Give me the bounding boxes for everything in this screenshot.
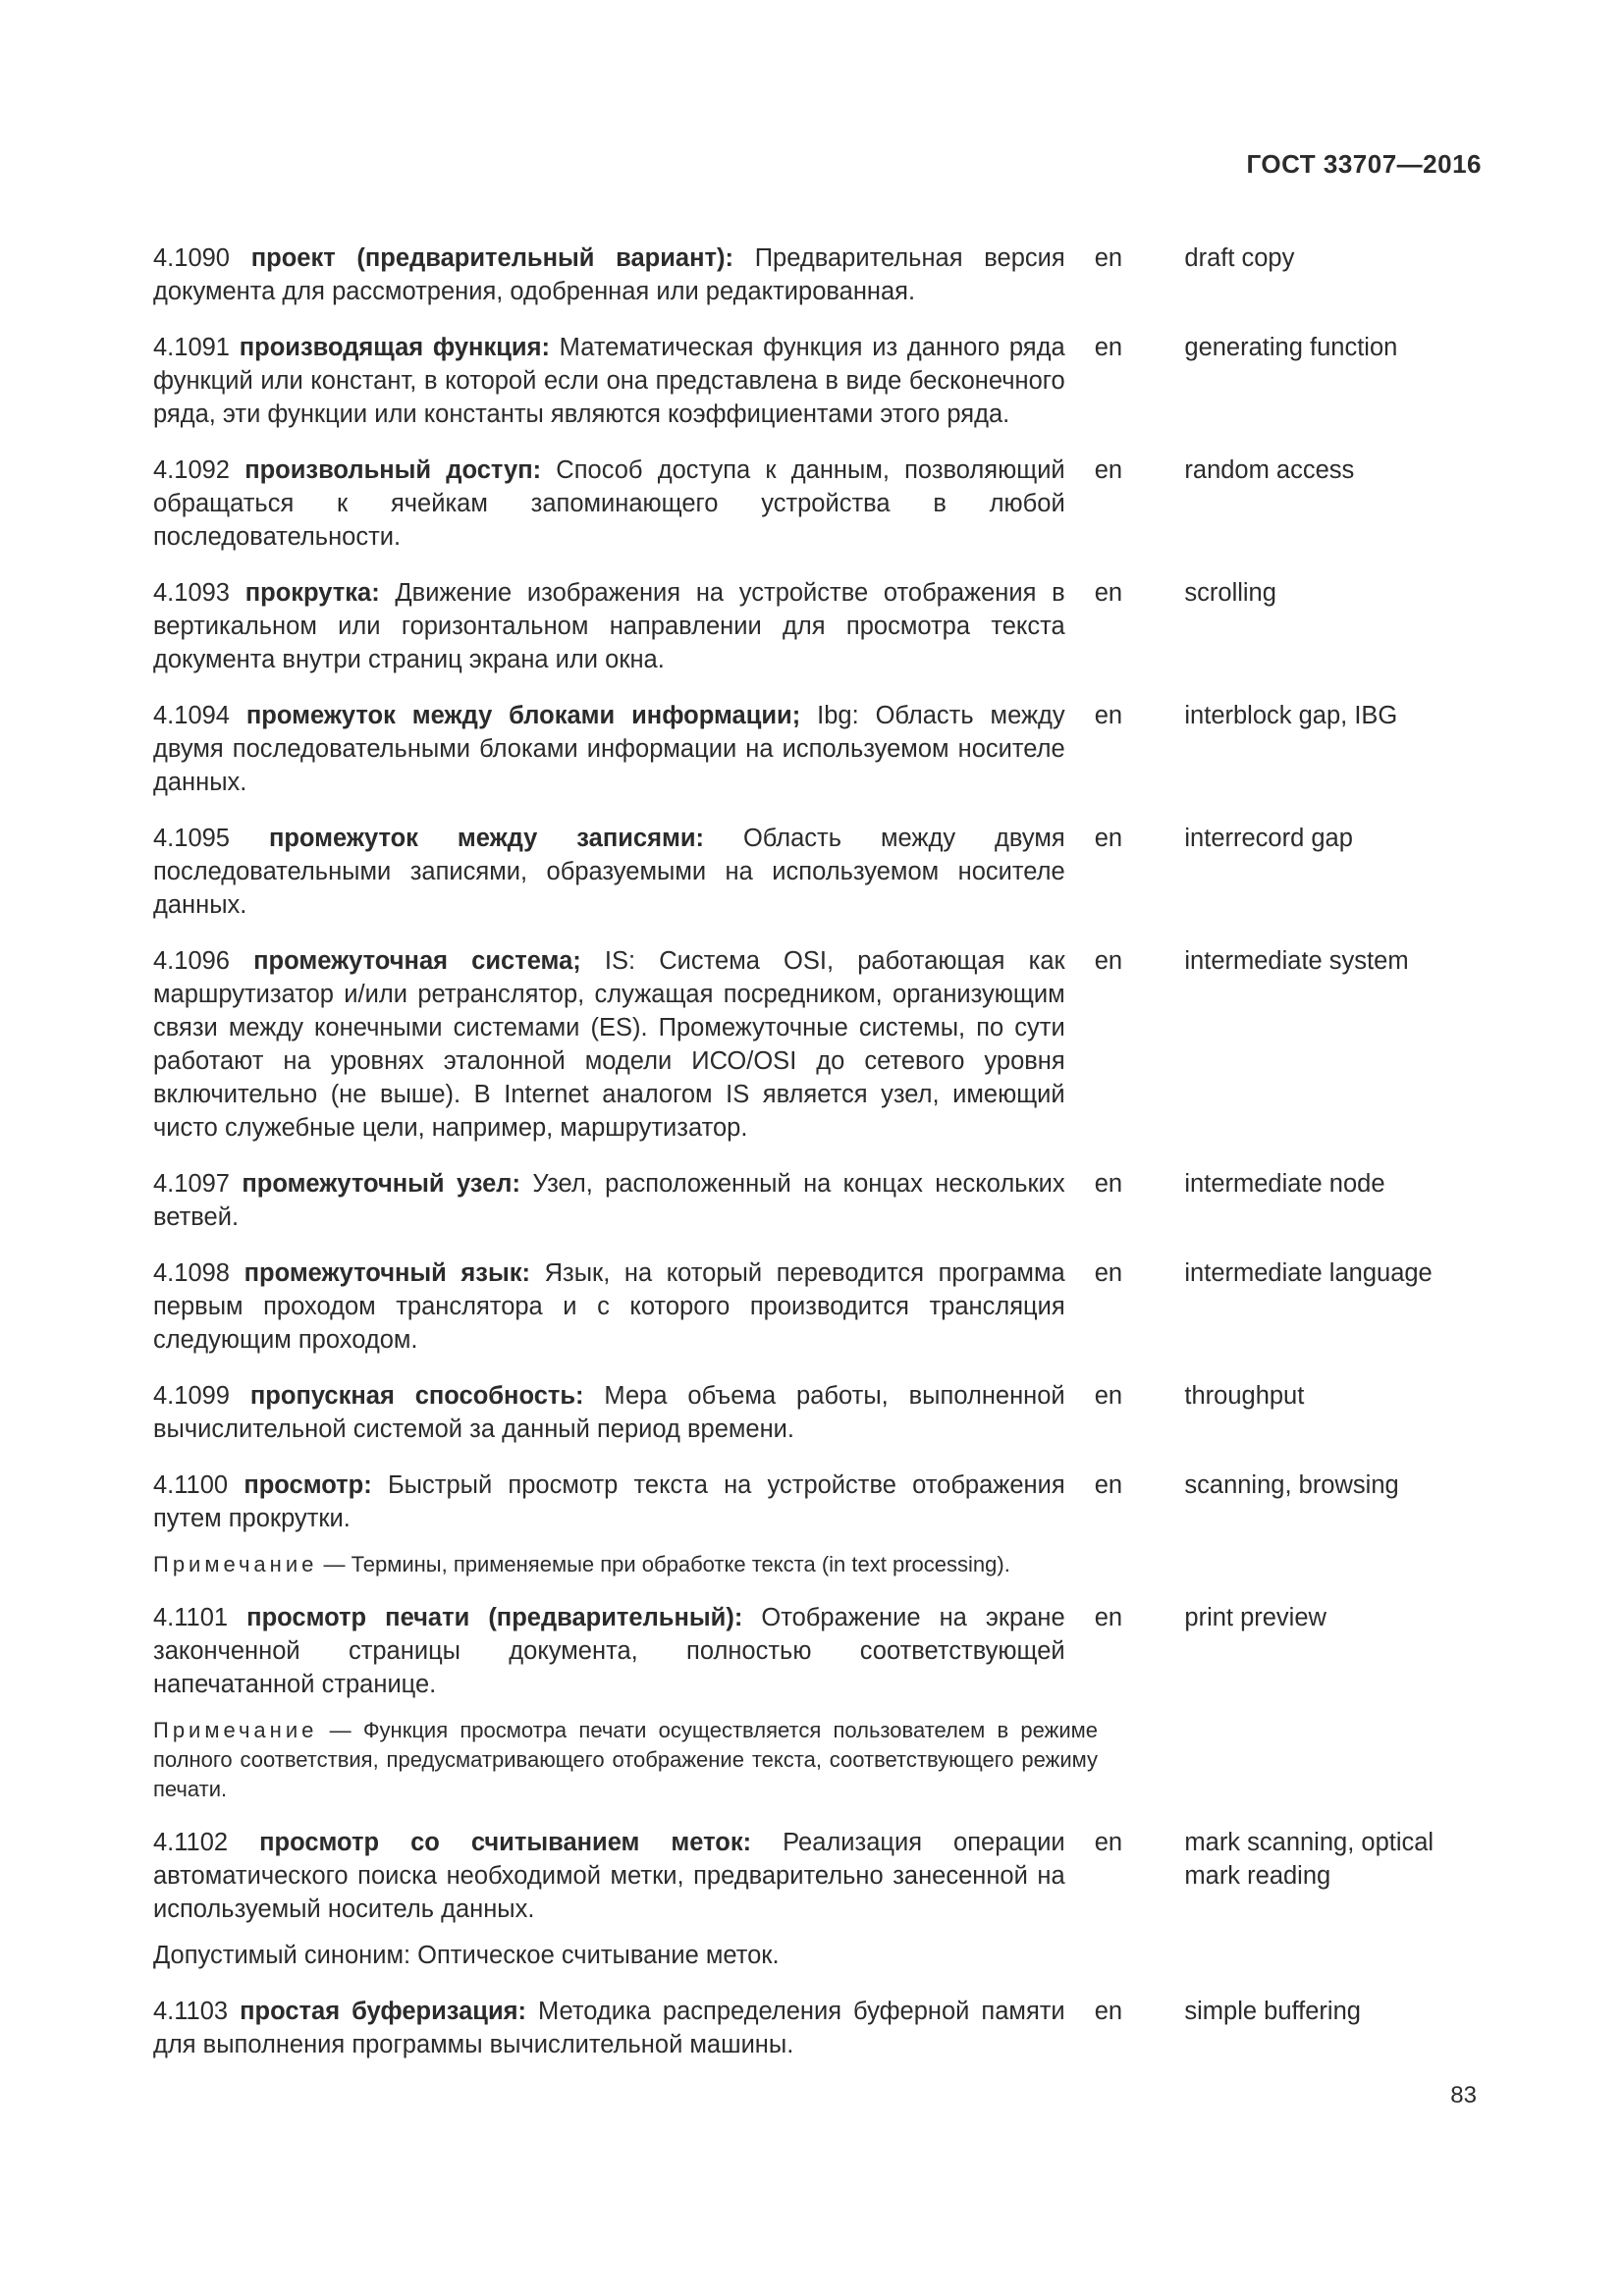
page-number: 83	[1450, 2082, 1477, 2109]
document-header: ГОСТ 33707—2016	[1246, 149, 1482, 179]
entry-term: прокрутка:	[244, 579, 380, 607]
entry-definition: Методика распределения буферной памяти для выполнения программы вычислительной машины.	[153, 1998, 1065, 2058]
entry-language: en	[1094, 825, 1123, 852]
glossary-entry	[153, 1256, 1469, 1357]
entry-definition-block	[153, 241, 1065, 308]
entry-definition-block	[153, 331, 1065, 431]
entry-definition-block	[153, 1995, 1065, 2061]
entry-note	[153, 1716, 1098, 1804]
note-label: Примечание	[153, 1552, 318, 1576]
entry-number: 4.1101	[153, 1604, 229, 1631]
glossary-entry	[153, 1167, 1469, 1234]
glossary-entry	[153, 241, 1469, 308]
entry-language: en	[1094, 1998, 1123, 2025]
entry-definition: Область между двумя последовательными записями, образуемыми на используемом носителе данных.	[153, 825, 1065, 919]
entry-definition-block	[153, 1167, 1065, 1234]
entry-definition-block	[153, 1468, 1065, 1535]
entry-translation: throughput	[1184, 1382, 1305, 1410]
entry-definition-block	[153, 1601, 1065, 1701]
glossary-entry	[153, 1379, 1469, 1446]
entry-term: производящая функция:	[239, 334, 550, 361]
entry-language: en	[1094, 1604, 1123, 1631]
entry-language: en	[1094, 334, 1123, 361]
entry-number: 4.1102	[153, 1829, 229, 1856]
entry-translation: generating function	[1184, 334, 1398, 361]
glossary-entry	[153, 1601, 1469, 1701]
entry-term: произвольный доступ:	[244, 456, 542, 484]
entry-translation: draft copy	[1184, 244, 1295, 272]
entry-translation: interblock gap, IBG	[1184, 702, 1398, 729]
entry-definition: Язык, на который переводится программа первым проходом транслятора и с которого производится трансляция следующим проходом.	[153, 1259, 1065, 1354]
entry-number: 4.1092	[153, 456, 230, 484]
entry-synonym: Допустимый синоним: Оптическое считывание меток.	[153, 1942, 780, 1969]
entry-translation: intermediate language	[1184, 1259, 1433, 1287]
entry-language: en	[1094, 1471, 1123, 1499]
glossary-entry	[153, 454, 1469, 554]
glossary-entries	[153, 241, 1469, 2084]
entry-term: просмотр:	[244, 1471, 372, 1499]
entry-translation: intermediate node	[1184, 1170, 1385, 1198]
entry-definition-block	[153, 1826, 1065, 1926]
entry-number: 4.1100	[153, 1471, 229, 1499]
entry-definition-block	[153, 699, 1065, 799]
entry-term: промежуточный язык:	[244, 1259, 531, 1287]
entry-number: 4.1097	[153, 1170, 230, 1198]
entry-translation: random access	[1184, 456, 1355, 484]
entry-term: просмотр со считыванием меток:	[259, 1829, 752, 1856]
entry-term: пропускная способность:	[249, 1382, 584, 1410]
entry-language: en	[1094, 579, 1123, 607]
entry-number: 4.1099	[153, 1382, 230, 1410]
entry-definition: Ibg: Область между двумя последовательными блоками информации на используемом носителе данных.	[153, 702, 1065, 796]
entry-definition: IS: Система OSI, работающая как маршрутизатор и/или ретранслятор, служащая посредником, организующим связи между конечными системами (ES). Промежуточные системы, по сути работают на уровнях эталонной модели ИСО/OSI до сетевого уровня включительно (не выше). В Internet аналогом IS является узел, имеющий чисто служебные цели, например, маршрутизатор.	[153, 947, 1065, 1142]
entry-term: простая буферизация:	[240, 1998, 526, 2025]
entry-definition: Предварительная версия документа для рассмотрения, одобренная или редактированная.	[153, 244, 1065, 305]
entry-definition: Отображение на экране законченной страницы документа, полностью соответствующей напечатанной странице.	[153, 1604, 1065, 1698]
entry-translation: print preview	[1184, 1604, 1326, 1631]
entry-language: en	[1094, 1829, 1123, 1856]
entry-definition: Реализация операции автоматического поиска необходимой метки, предварительно занесенной на используемый носитель данных.	[153, 1829, 1065, 1923]
entry-language: en	[1094, 1170, 1123, 1198]
glossary-entry	[153, 822, 1469, 922]
entry-definition: Узел, расположенный на концах нескольких ветвей.	[153, 1170, 1065, 1231]
entry-translation: scanning, browsing	[1184, 1471, 1399, 1499]
entry-language: en	[1094, 702, 1123, 729]
entry-language: en	[1094, 456, 1123, 484]
note-text: — Функция просмотра печати осуществляется пользователем в режиме полного соответствия, предусматривающего отображение текста, соответствующего режиму печати.	[153, 1718, 1098, 1801]
entry-translation: mark scanning, optical mark reading	[1184, 1829, 1435, 1890]
entry-language: en	[1094, 947, 1123, 975]
entry-term: проект (предварительный вариант):	[250, 244, 733, 272]
entry-number: 4.1098	[153, 1259, 230, 1287]
entry-language: en	[1094, 1382, 1123, 1410]
entry-term: просмотр печати (предварительный):	[246, 1604, 743, 1631]
entry-language: en	[1094, 1259, 1123, 1287]
entry-term: промежуток между блоками информации;	[245, 702, 801, 729]
glossary-entry	[153, 1468, 1469, 1535]
glossary-entry	[153, 1995, 1469, 2061]
entry-term: промежуточная система;	[253, 947, 581, 975]
glossary-entry	[153, 1826, 1469, 1926]
entry-number: 4.1093	[153, 579, 230, 607]
entry-definition: Способ доступа к данным, позволяющий обращаться к ячейкам запоминающего устройства в любой последовательности.	[153, 456, 1065, 551]
entry-translation: interrecord gap	[1184, 825, 1353, 852]
entry-number: 4.1096	[153, 947, 230, 975]
entry-definition-block	[153, 576, 1065, 676]
glossary-entry	[153, 576, 1469, 676]
entry-term: промежуточный узел:	[242, 1170, 520, 1198]
entry-definition: Мера объема работы, выполненной вычислительной системой за данный период времени.	[153, 1382, 1065, 1443]
glossary-entry	[153, 699, 1469, 799]
glossary-entry	[153, 331, 1469, 431]
entry-definition: Быстрый просмотр текста на устройстве отображения путем прокрутки.	[153, 1471, 1065, 1532]
entry-definition-block	[153, 1256, 1065, 1357]
glossary-entry	[153, 944, 1469, 1145]
entry-number: 4.1095	[153, 825, 230, 852]
entry-definition: Математическая функция из данного ряда функций или констант, в которой если она представлена в виде бесконечного ряда, эти функции или константы являются коэффициентами этого ряда.	[153, 334, 1065, 428]
entry-definition-block	[153, 944, 1065, 1145]
entry-definition-block	[153, 454, 1065, 554]
entry-definition-block	[153, 1379, 1065, 1446]
entry-note	[153, 1550, 1098, 1579]
entry-number: 4.1091	[153, 334, 230, 361]
entry-translation: intermediate system	[1184, 947, 1409, 975]
entry-translation: scrolling	[1184, 579, 1276, 607]
entry-number: 4.1094	[153, 702, 230, 729]
entry-number: 4.1103	[153, 1998, 229, 2025]
note-label: Примечание	[153, 1718, 318, 1742]
entry-definition-block	[153, 822, 1065, 922]
entry-term: промежуток между записями:	[268, 825, 704, 852]
entry-number: 4.1090	[153, 244, 230, 272]
entry-translation: simple buffering	[1184, 1998, 1361, 2025]
note-text: — Термины, применяемые при обработке текста (in text processing).	[317, 1552, 1010, 1576]
entry-language: en	[1094, 244, 1123, 272]
entry-definition: Движение изображения на устройстве отображения в вертикальном или горизонтальном направлении для просмотра текста документа внутри страниц экрана или окна.	[153, 579, 1065, 673]
